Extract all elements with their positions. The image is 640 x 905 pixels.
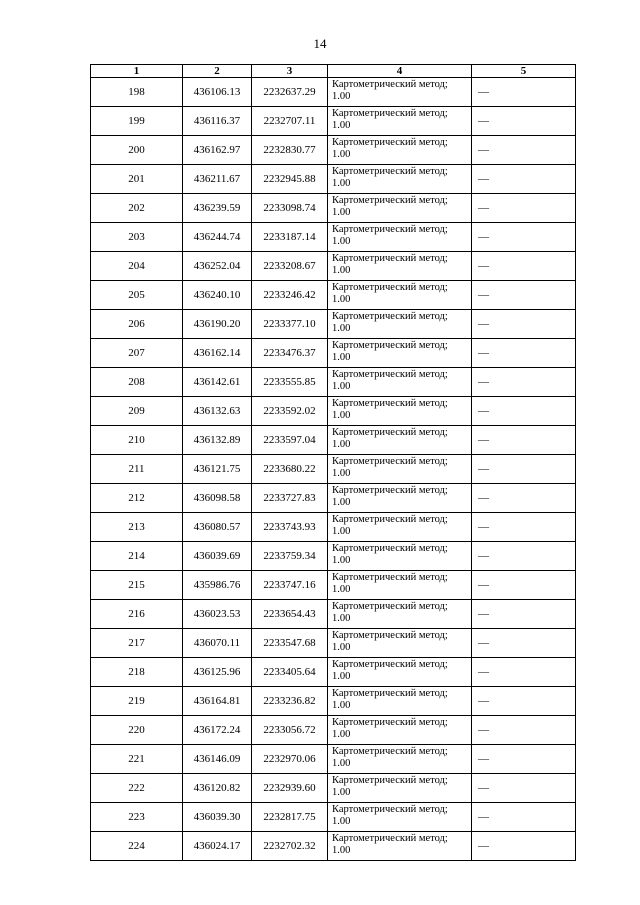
point-number-cell: 215 xyxy=(91,571,183,600)
method-cell xyxy=(328,252,472,281)
column-header-4: 4 xyxy=(328,65,472,78)
point-number-cell: 224 xyxy=(91,832,183,861)
description-cell: — xyxy=(472,542,576,571)
method-text: Картометрический метод; xyxy=(332,79,448,90)
point-number-cell: 198 xyxy=(91,78,183,107)
table-row xyxy=(91,716,576,745)
description-cell: — xyxy=(472,78,576,107)
point-number-cell: 212 xyxy=(91,484,183,513)
column-header-3: 3 xyxy=(252,65,328,78)
y-coordinate-cell: 2233476.37 xyxy=(252,339,328,368)
method-text: Картометрический метод; xyxy=(332,572,448,583)
y-coordinate-cell: 2233743.93 xyxy=(252,513,328,542)
y-coordinate-cell: 2233547.68 xyxy=(252,629,328,658)
method-text: Картометрический метод; xyxy=(332,833,448,844)
x-coordinate-cell: 436039.30 xyxy=(183,803,252,832)
table-row xyxy=(91,281,576,310)
y-coordinate-cell: 2233747.16 xyxy=(252,571,328,600)
method-text: Картометрический метод; xyxy=(332,775,448,786)
method-text: Картометрический метод; xyxy=(332,253,448,264)
point-number-cell: 209 xyxy=(91,397,183,426)
x-coordinate-cell: 436190.20 xyxy=(183,310,252,339)
x-coordinate-cell: 436023.53 xyxy=(183,600,252,629)
point-number-cell: 220 xyxy=(91,716,183,745)
method-text: Картометрический метод; xyxy=(332,166,448,177)
point-number-cell: 217 xyxy=(91,629,183,658)
precision-text: 1.00 xyxy=(332,526,351,537)
precision-text: 1.00 xyxy=(332,787,351,798)
description-cell: — xyxy=(472,803,576,832)
method-cell xyxy=(328,716,472,745)
description-cell: — xyxy=(472,832,576,861)
precision-text: 1.00 xyxy=(332,613,351,624)
table-row xyxy=(91,107,576,136)
x-coordinate-cell: 435986.76 xyxy=(183,571,252,600)
description-cell: — xyxy=(472,368,576,397)
point-number-cell: 207 xyxy=(91,339,183,368)
method-cell xyxy=(328,745,472,774)
y-coordinate-cell: 2233208.67 xyxy=(252,252,328,281)
method-text: Картометрический метод; xyxy=(332,659,448,670)
description-cell: — xyxy=(472,397,576,426)
method-text: Картометрический метод; xyxy=(332,514,448,525)
precision-text: 1.00 xyxy=(332,265,351,276)
x-coordinate-cell: 436070.11 xyxy=(183,629,252,658)
table-row xyxy=(91,136,576,165)
precision-text: 1.00 xyxy=(332,178,351,189)
method-cell xyxy=(328,629,472,658)
description-cell: — xyxy=(472,107,576,136)
x-coordinate-cell: 436142.61 xyxy=(183,368,252,397)
x-coordinate-cell: 436244.74 xyxy=(183,223,252,252)
method-cell xyxy=(328,832,472,861)
description-cell: — xyxy=(472,571,576,600)
x-coordinate-cell: 436098.58 xyxy=(183,484,252,513)
precision-text: 1.00 xyxy=(332,729,351,740)
description-cell: — xyxy=(472,745,576,774)
table-row xyxy=(91,426,576,455)
method-cell xyxy=(328,803,472,832)
column-header-1: 1 xyxy=(91,65,183,78)
table-row xyxy=(91,571,576,600)
method-cell xyxy=(328,658,472,687)
table-row xyxy=(91,223,576,252)
x-coordinate-cell: 436132.89 xyxy=(183,426,252,455)
x-coordinate-cell: 436172.24 xyxy=(183,716,252,745)
coordinates-table xyxy=(90,64,576,861)
description-cell: — xyxy=(472,165,576,194)
y-coordinate-cell: 2232707.11 xyxy=(252,107,328,136)
method-cell xyxy=(328,687,472,716)
x-coordinate-cell: 436164.81 xyxy=(183,687,252,716)
method-cell xyxy=(328,455,472,484)
point-number-cell: 201 xyxy=(91,165,183,194)
method-text: Картометрический метод; xyxy=(332,746,448,757)
y-coordinate-cell: 2232637.29 xyxy=(252,78,328,107)
y-coordinate-cell: 2233056.72 xyxy=(252,716,328,745)
x-coordinate-cell: 436162.97 xyxy=(183,136,252,165)
column-header-5: 5 xyxy=(472,65,576,78)
x-coordinate-cell: 436162.14 xyxy=(183,339,252,368)
y-coordinate-cell: 2233727.83 xyxy=(252,484,328,513)
y-coordinate-cell: 2232970.06 xyxy=(252,745,328,774)
table-row xyxy=(91,194,576,223)
method-cell xyxy=(328,397,472,426)
method-text: Картометрический метод; xyxy=(332,398,448,409)
x-coordinate-cell: 436146.09 xyxy=(183,745,252,774)
method-text: Картометрический метод; xyxy=(332,630,448,641)
x-coordinate-cell: 436211.67 xyxy=(183,165,252,194)
page-number: 14 xyxy=(313,36,327,51)
precision-text: 1.00 xyxy=(332,149,351,160)
y-coordinate-cell: 2233759.34 xyxy=(252,542,328,571)
table-row xyxy=(91,339,576,368)
point-number-cell: 221 xyxy=(91,745,183,774)
description-cell: — xyxy=(472,252,576,281)
precision-text: 1.00 xyxy=(332,120,351,131)
description-cell: — xyxy=(472,600,576,629)
point-number-cell: 214 xyxy=(91,542,183,571)
table-row xyxy=(91,397,576,426)
y-coordinate-cell: 2233098.74 xyxy=(252,194,328,223)
precision-text: 1.00 xyxy=(332,323,351,334)
precision-text: 1.00 xyxy=(332,352,351,363)
precision-text: 1.00 xyxy=(332,758,351,769)
table-row xyxy=(91,832,576,861)
method-text: Картометрический метод; xyxy=(332,224,448,235)
method-text: Картометрический метод; xyxy=(332,456,448,467)
method-text: Картометрический метод; xyxy=(332,804,448,815)
method-text: Картометрический метод; xyxy=(332,601,448,612)
point-number-cell: 199 xyxy=(91,107,183,136)
x-coordinate-cell: 436039.69 xyxy=(183,542,252,571)
x-coordinate-cell: 436252.04 xyxy=(183,252,252,281)
precision-text: 1.00 xyxy=(332,294,351,305)
table-header-row xyxy=(91,65,576,78)
y-coordinate-cell: 2233555.85 xyxy=(252,368,328,397)
precision-text: 1.00 xyxy=(332,236,351,247)
table-row xyxy=(91,629,576,658)
table-row xyxy=(91,368,576,397)
x-coordinate-cell: 436132.63 xyxy=(183,397,252,426)
precision-text: 1.00 xyxy=(332,555,351,566)
table-row xyxy=(91,658,576,687)
description-cell: — xyxy=(472,629,576,658)
y-coordinate-cell: 2233246.42 xyxy=(252,281,328,310)
table-row xyxy=(91,252,576,281)
precision-text: 1.00 xyxy=(332,497,351,508)
method-cell xyxy=(328,542,472,571)
description-cell: — xyxy=(472,455,576,484)
table-body xyxy=(91,78,576,861)
method-text: Картометрический метод; xyxy=(332,369,448,380)
point-number-cell: 210 xyxy=(91,426,183,455)
precision-text: 1.00 xyxy=(332,816,351,827)
y-coordinate-cell: 2232939.60 xyxy=(252,774,328,803)
precision-text: 1.00 xyxy=(332,381,351,392)
x-coordinate-cell: 436120.82 xyxy=(183,774,252,803)
table-row xyxy=(91,165,576,194)
method-text: Картометрический метод; xyxy=(332,717,448,728)
method-text: Картометрический метод; xyxy=(332,543,448,554)
method-text: Картометрический метод; xyxy=(332,282,448,293)
precision-text: 1.00 xyxy=(332,439,351,450)
table-row xyxy=(91,745,576,774)
x-coordinate-cell: 436125.96 xyxy=(183,658,252,687)
method-cell xyxy=(328,513,472,542)
description-cell: — xyxy=(472,339,576,368)
y-coordinate-cell: 2233187.14 xyxy=(252,223,328,252)
method-cell xyxy=(328,223,472,252)
method-text: Картометрический метод; xyxy=(332,137,448,148)
y-coordinate-cell: 2233377.10 xyxy=(252,310,328,339)
description-cell: — xyxy=(472,484,576,513)
y-coordinate-cell: 2232945.88 xyxy=(252,165,328,194)
description-cell: — xyxy=(472,687,576,716)
point-number-cell: 208 xyxy=(91,368,183,397)
x-coordinate-cell: 436106.13 xyxy=(183,78,252,107)
table-row xyxy=(91,687,576,716)
description-cell: — xyxy=(472,194,576,223)
point-number-cell: 211 xyxy=(91,455,183,484)
method-cell xyxy=(328,194,472,223)
point-number-cell: 216 xyxy=(91,600,183,629)
method-cell xyxy=(328,165,472,194)
table-row xyxy=(91,310,576,339)
point-number-cell: 203 xyxy=(91,223,183,252)
method-cell xyxy=(328,600,472,629)
table-row xyxy=(91,513,576,542)
description-cell: — xyxy=(472,716,576,745)
method-cell xyxy=(328,368,472,397)
method-cell xyxy=(328,310,472,339)
y-coordinate-cell: 2232830.77 xyxy=(252,136,328,165)
point-number-cell: 206 xyxy=(91,310,183,339)
column-header-2: 2 xyxy=(183,65,252,78)
method-cell xyxy=(328,107,472,136)
x-coordinate-cell: 436121.75 xyxy=(183,455,252,484)
method-text: Картометрический метод; xyxy=(332,688,448,699)
y-coordinate-cell: 2233597.04 xyxy=(252,426,328,455)
method-text: Картометрический метод; xyxy=(332,108,448,119)
description-cell: — xyxy=(472,426,576,455)
point-number-cell: 219 xyxy=(91,687,183,716)
table-row xyxy=(91,774,576,803)
description-cell: — xyxy=(472,513,576,542)
table-row xyxy=(91,455,576,484)
method-cell xyxy=(328,774,472,803)
point-number-cell: 202 xyxy=(91,194,183,223)
point-number-cell: 200 xyxy=(91,136,183,165)
method-cell xyxy=(328,484,472,513)
x-coordinate-cell: 436080.57 xyxy=(183,513,252,542)
method-cell xyxy=(328,78,472,107)
method-cell xyxy=(328,339,472,368)
precision-text: 1.00 xyxy=(332,207,351,218)
precision-text: 1.00 xyxy=(332,642,351,653)
point-number-cell: 204 xyxy=(91,252,183,281)
y-coordinate-cell: 2233680.22 xyxy=(252,455,328,484)
method-cell xyxy=(328,571,472,600)
y-coordinate-cell: 2232817.75 xyxy=(252,803,328,832)
precision-text: 1.00 xyxy=(332,671,351,682)
x-coordinate-cell: 436024.17 xyxy=(183,832,252,861)
point-number-cell: 213 xyxy=(91,513,183,542)
description-cell: — xyxy=(472,223,576,252)
x-coordinate-cell: 436239.59 xyxy=(183,194,252,223)
x-coordinate-cell: 436116.37 xyxy=(183,107,252,136)
y-coordinate-cell: 2233592.02 xyxy=(252,397,328,426)
point-number-cell: 222 xyxy=(91,774,183,803)
precision-text: 1.00 xyxy=(332,468,351,479)
x-coordinate-cell: 436240.10 xyxy=(183,281,252,310)
y-coordinate-cell: 2233236.82 xyxy=(252,687,328,716)
description-cell: — xyxy=(472,310,576,339)
method-text: Картометрический метод; xyxy=(332,427,448,438)
method-cell xyxy=(328,426,472,455)
method-cell xyxy=(328,281,472,310)
description-cell: — xyxy=(472,136,576,165)
y-coordinate-cell: 2232702.32 xyxy=(252,832,328,861)
description-cell: — xyxy=(472,281,576,310)
y-coordinate-cell: 2233405.64 xyxy=(252,658,328,687)
table-row xyxy=(91,78,576,107)
point-number-cell: 218 xyxy=(91,658,183,687)
method-text: Картометрический метод; xyxy=(332,195,448,206)
point-number-cell: 223 xyxy=(91,803,183,832)
point-number-cell: 205 xyxy=(91,281,183,310)
precision-text: 1.00 xyxy=(332,91,351,102)
description-cell: — xyxy=(472,774,576,803)
table-row xyxy=(91,803,576,832)
method-text: Картометрический метод; xyxy=(332,340,448,351)
table-row xyxy=(91,542,576,571)
precision-text: 1.00 xyxy=(332,700,351,711)
precision-text: 1.00 xyxy=(332,845,351,856)
y-coordinate-cell: 2233654.43 xyxy=(252,600,328,629)
precision-text: 1.00 xyxy=(332,584,351,595)
method-text: Картометрический метод; xyxy=(332,311,448,322)
description-cell: — xyxy=(472,658,576,687)
table-row xyxy=(91,600,576,629)
table-row xyxy=(91,484,576,513)
method-text: Картометрический метод; xyxy=(332,485,448,496)
precision-text: 1.00 xyxy=(332,410,351,421)
method-cell xyxy=(328,136,472,165)
